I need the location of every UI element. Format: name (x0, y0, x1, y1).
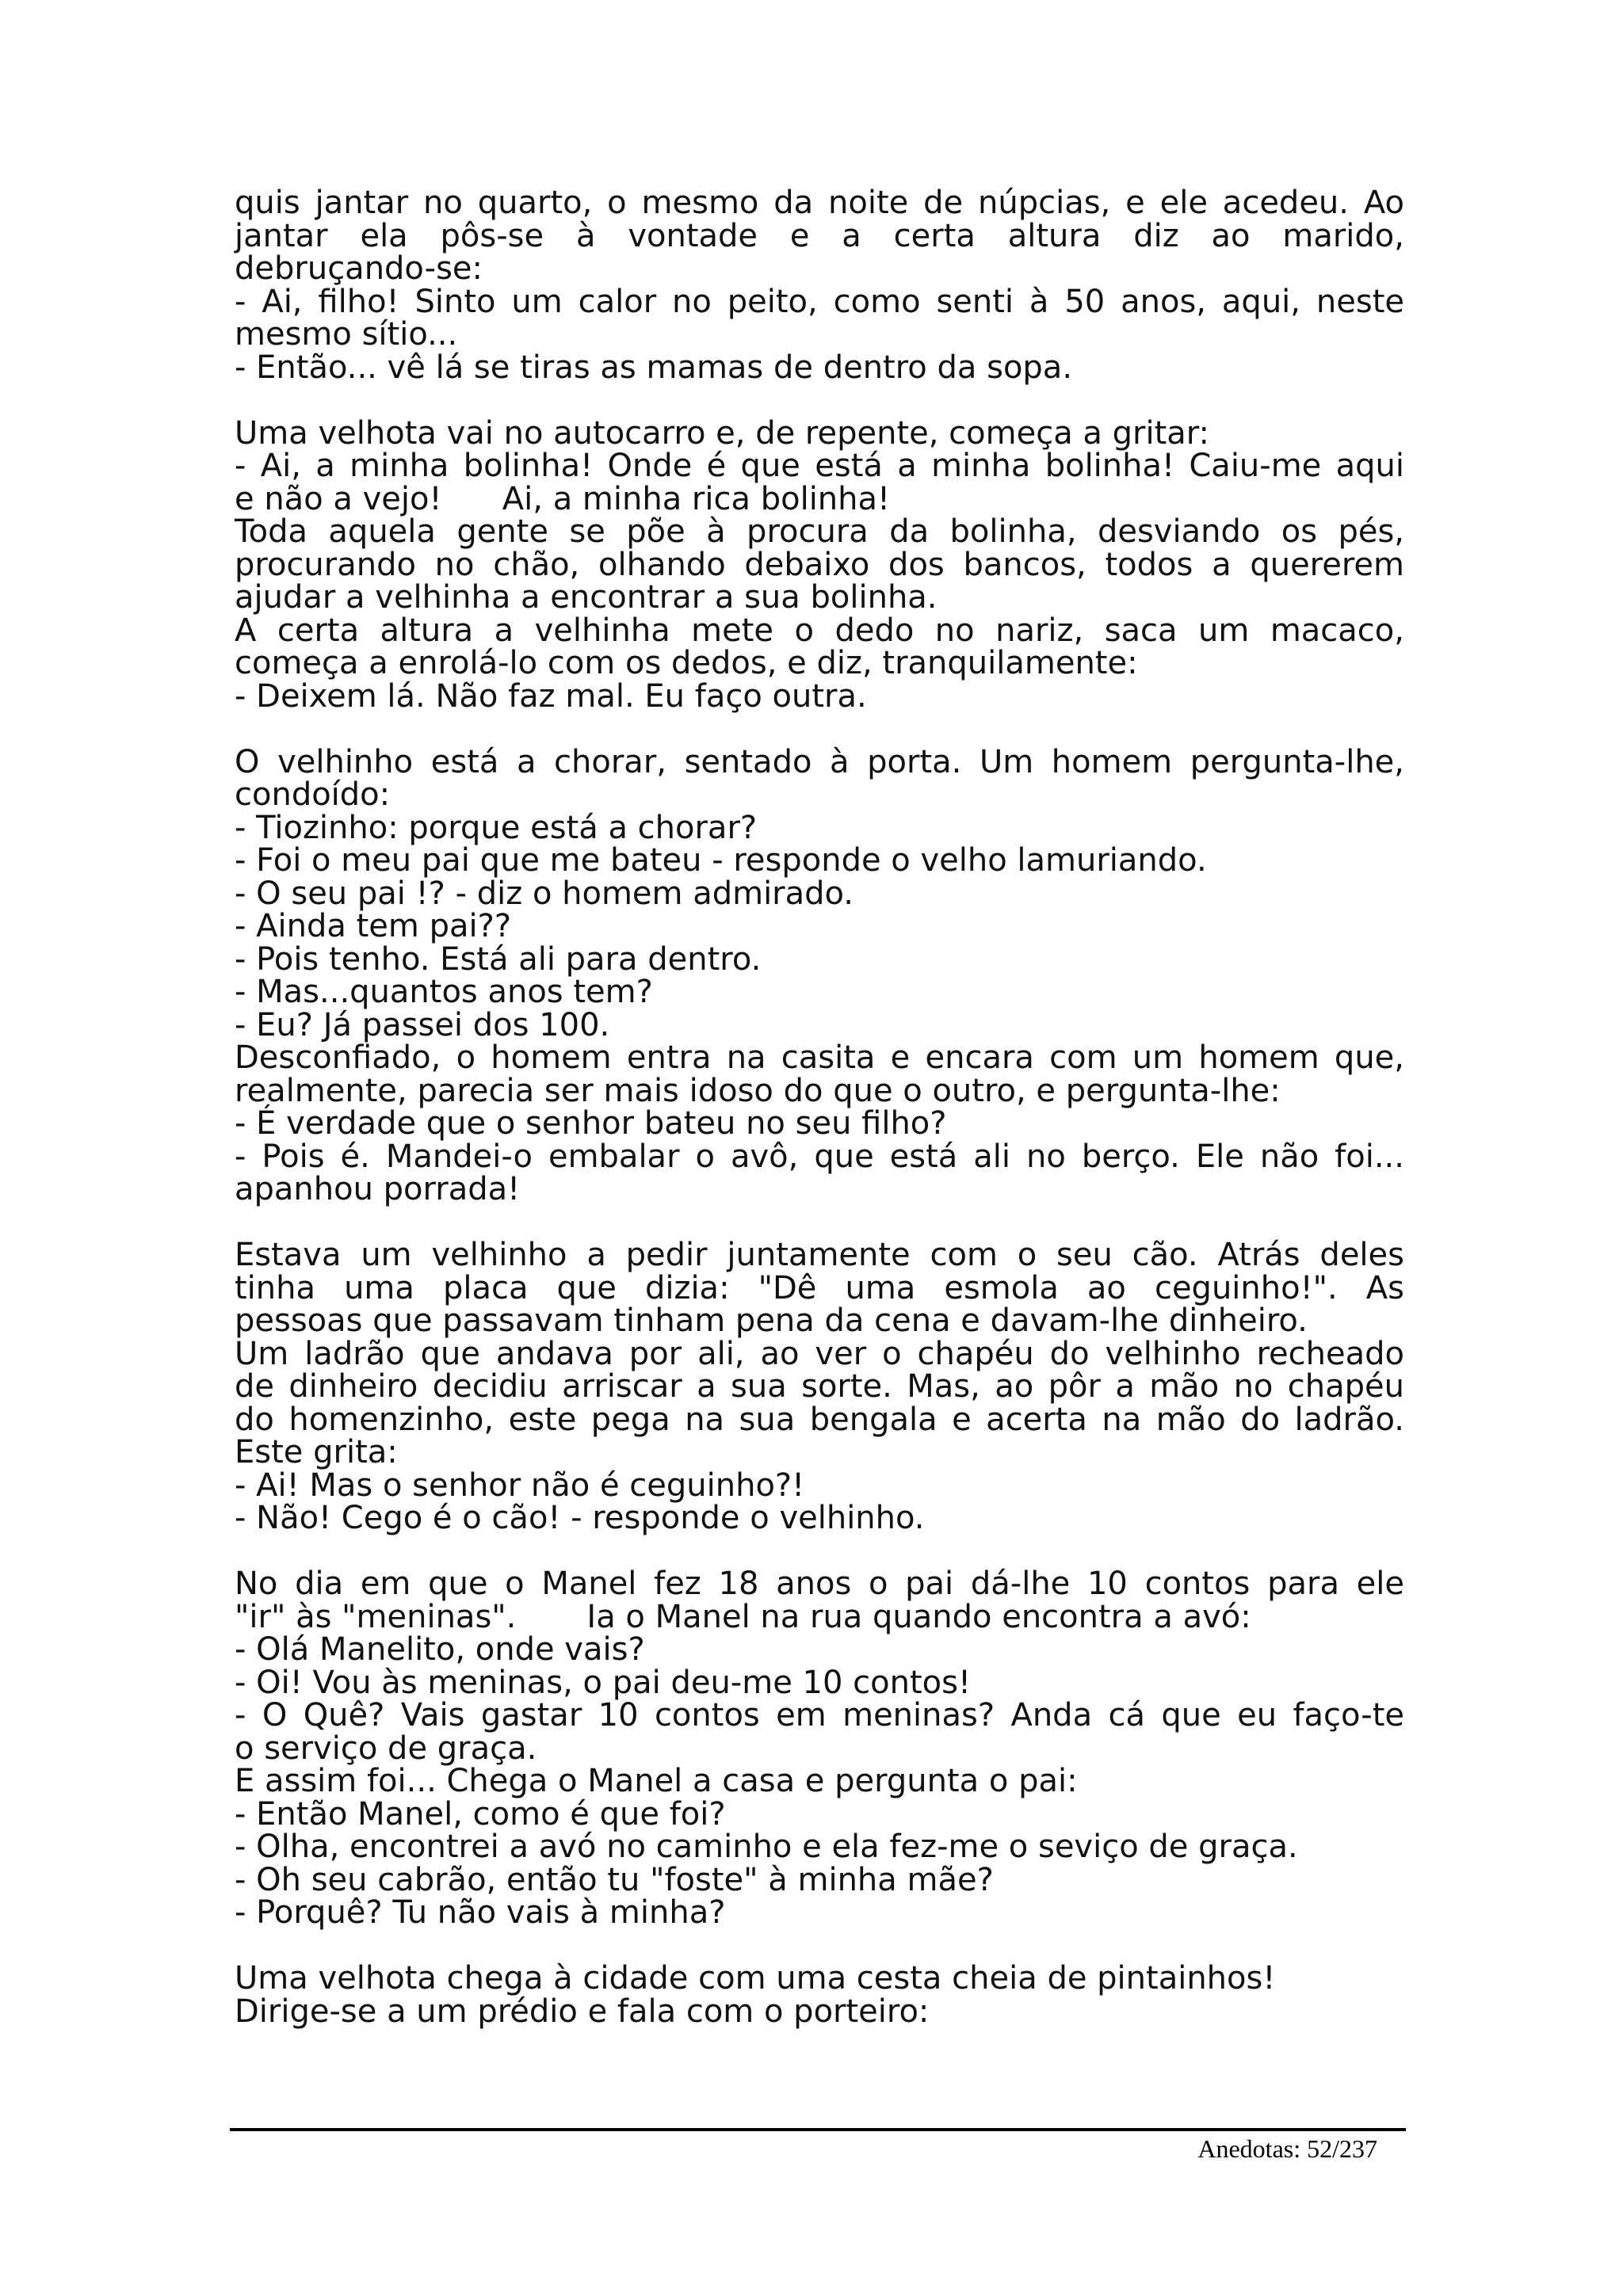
joke-paragraph (235, 1962, 1404, 2028)
text-line: - O seu pai !? - diz o homem admirado. (235, 875, 854, 912)
text-line: - É verdade que o senhor bateu no seu filho? (235, 1105, 947, 1142)
text-line: Uma velhota vai no autocarro e, de repente, começa a gritar: (235, 414, 1210, 452)
text-line: - Então... vê lá se tiras as mamas de dentro da sopa. (235, 349, 1073, 386)
text-line: Um ladrão que andava por ali, ao ver o chapéu do velhinho recheado (235, 1335, 1404, 1372)
text-line: pessoas que passavam tinham pena da cena e davam-lhe dinheiro. (235, 1302, 1308, 1339)
text-line: realmente, parecia ser mais idoso do que o outro, e pergunta-lhe: (235, 1072, 1281, 1109)
joke-paragraph (235, 1568, 1404, 1930)
text-line: - Porquê? Tu não vais à minha? (235, 1894, 726, 1931)
text-line: mesmo sítio... (235, 316, 458, 353)
text-line: condoído: (235, 776, 391, 813)
text-line: - Eu? Já passei dos 100. (235, 1006, 610, 1043)
text-line: - Tiozinho: porque está a chorar? (235, 809, 758, 846)
text-line: procurando no chão, olhando debaixo dos bancos, todos a quererem (235, 546, 1404, 583)
joke-paragraph (235, 743, 1404, 1207)
joke-paragraph (235, 1239, 1404, 1535)
text-line: - Oh seu cabrão, então tu "foste" à minha mãe? (235, 1861, 994, 1898)
joke-paragraph (235, 414, 1404, 715)
text-line: - Ai! Mas o senhor não é ceguinho?! (235, 1466, 805, 1504)
text-line: - Pois é. Mandei-o embalar o avô, que está ali no berço. Ele não foi... (235, 1138, 1404, 1175)
text-line: - Ai, filho! Sinto um calor no peito, como senti à 50 anos, aqui, neste (235, 283, 1404, 320)
text-line: Uma velhota chega à cidade com uma cesta cheia de pintainhos! (235, 1960, 1276, 1997)
text-line: - Ainda tem pai?? (235, 908, 512, 944)
text-line: Dirige-se a um prédio e fala com o porteiro: (235, 1993, 930, 2030)
text-line: Desconfiado, o homem entra na casita e encara com um homem que, (235, 1039, 1404, 1076)
text-line: começa a enrolá-lo com os dedos, e diz, tranquilamente: (235, 645, 1138, 681)
text-line: - Mas...quantos anos tem? (235, 974, 653, 1010)
text-line: quis jantar no quarto, o mesmo da noite de núpcias, e ele acedeu. Ao (235, 185, 1404, 221)
text-line: Este grita: (235, 1434, 398, 1470)
text-line: - Pois tenho. Está ali para dentro. (235, 940, 762, 978)
text-line: Toda aquela gente se põe à procura da bolinha, desviando os pés, (235, 513, 1404, 550)
joke-paragraph (235, 187, 1404, 384)
text-line: - Então Manel, como é que foi? (235, 1795, 726, 1833)
text-line: - O Quê? Vais gastar 10 contos em meninas? Anda cá que eu faço-te (235, 1697, 1404, 1733)
text-line: E assim foi... Chega o Manel a casa e pergunta o pai: (235, 1763, 1078, 1799)
text-line: apanhou porrada! (235, 1171, 521, 1207)
text-line: - Ai, a minha bolinha! Onde é que está a minha bolinha! Caiu-me aqui (235, 448, 1404, 484)
text-line: - Olha, encontrei a avó no caminho e ela fez-me o seviço de graça. (235, 1829, 1298, 1865)
text-line: - Olá Manelito, onde vais? (235, 1631, 645, 1668)
text-line: e não a vejo! Ai, a minha rica bolinha! (235, 480, 891, 517)
text-line: No dia em que o Manel fez 18 anos o pai dá-lhe 10 contos para ele (235, 1566, 1404, 1602)
text-line: do homenzinho, este pega na sua bengala e acerta na mão do ladrão. (235, 1401, 1404, 1438)
text-line: o serviço de graça. (235, 1730, 537, 1767)
text-line: de dinheiro decidiu arriscar a sua sorte. Mas, ao pôr a mão no chapéu (235, 1368, 1404, 1405)
text-line: A certa altura a velhinha mete o dedo no nariz, saca um macaco, (235, 612, 1404, 649)
text-line: - Não! Cego é o cão! - responde o velhinho. (235, 1500, 925, 1536)
footer-divider (230, 2128, 1406, 2131)
text-line: tinha uma placa que dizia: "Dê uma esmola ao ceguinho!". As (235, 1269, 1404, 1306)
page-number: Anedotas: 52/237 (1197, 2134, 1377, 2163)
text-line: "ir" às "meninas". Ia o Manel na rua quando encontra a avó: (235, 1598, 1251, 1635)
text-line: - Oi! Vou às meninas, o pai deu-me 10 contos! (235, 1664, 971, 1701)
text-line: ajudar a velhinha a encontrar a sua bolinha. (235, 579, 938, 616)
text-line: - Foi o meu pai que me bateu - responde o velho lamuriando. (235, 842, 1207, 879)
text-line: jantar ela pôs-se à vontade e a certa altura diz ao marido, (235, 217, 1404, 254)
text-line: - Deixem lá. Não faz mal. Eu faço outra. (235, 677, 867, 715)
text-line: debruçando-se: (235, 250, 483, 287)
text-line: Estava um velhinho a pedir juntamente com o seu cão. Atrás deles (235, 1237, 1404, 1273)
text-line: O velhinho está a chorar, sentado à porta. Um homem pergunta-lhe, (235, 743, 1404, 780)
document-body (235, 187, 1404, 2061)
